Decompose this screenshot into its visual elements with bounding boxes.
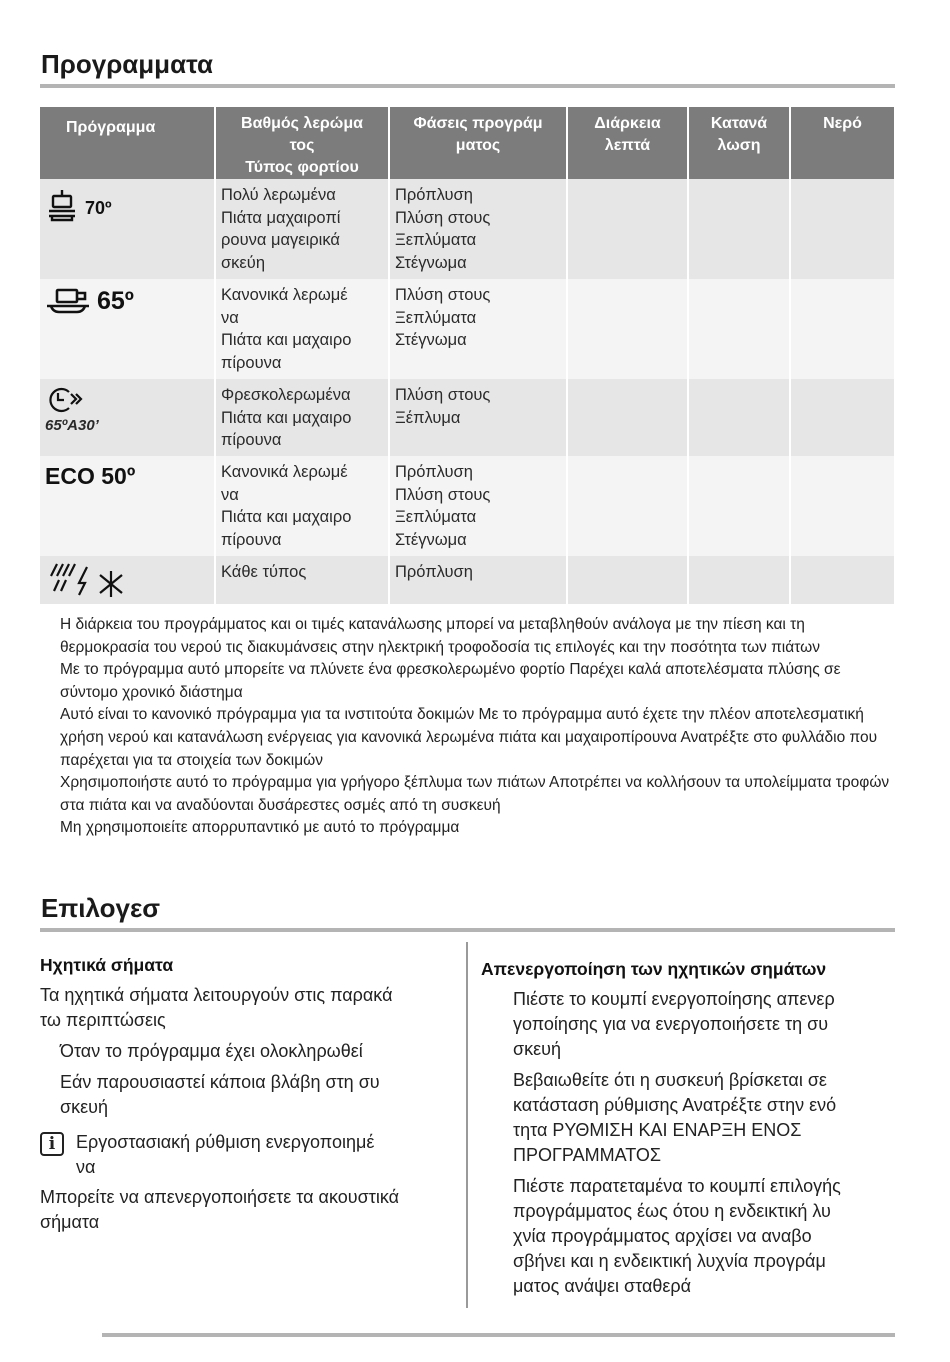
table-footnotes [60, 614, 895, 840]
water-cell [790, 456, 894, 556]
info-icon: i [40, 1132, 64, 1156]
section-title-options: Επιλογεσ [41, 893, 161, 923]
consumption-cell [688, 456, 790, 556]
phases-cell: Πλύση στους Ξέπλυμα [389, 379, 567, 456]
duration-cell [567, 179, 688, 279]
soil-level-cell: Φρεσκολερωμένα Πιάτα και μαχαιρο πίρουνα [215, 379, 389, 456]
right-column [481, 957, 893, 1299]
consumption-cell [688, 179, 790, 279]
consumption-cell [688, 556, 790, 604]
table-row [40, 456, 894, 556]
phases-cell: Πλύση στους Ξεπλύματα Στέγνωμα [389, 279, 567, 379]
phases-cell: Πρόπλυση Πλύση στους Ξεπλύματα Στέγνωμα [389, 456, 567, 556]
programme-temperature: 65ºA30’ [45, 417, 99, 434]
info-text: Εργοστασιακή ρύθμιση ενεργοποιημέ να [76, 1132, 375, 1177]
header-soil-level: Βαθμός λερώμα τος Τύπος φορτίου [215, 107, 389, 179]
table-row [40, 179, 894, 279]
consumption-cell [688, 379, 790, 456]
duration-cell [567, 456, 688, 556]
sound-signals-outro: Μπορείτε να απενεργοποιήσετε τα ακουστικά σήματα [40, 1187, 400, 1232]
programme-cell [40, 456, 215, 556]
footnote: Χρησιμοποιήστε αυτό το πρόγραμμα για γρήγορο ξέπλυμα των πιάτων Αποτρέπει να κολλήσουν τα υπολείμματα τροφών στα πιάτα και να αναδύονται δυσάρεστες οσμές από τη συσκευή [60, 774, 890, 814]
water-cell [790, 556, 894, 604]
deactivate-heading: Απενεργοποίηση των ηχητικών σημάτων [481, 959, 827, 979]
eco-icon: ECO 50º [45, 463, 136, 489]
step-2: Βεβαιωθείτε ότι η συσκευή βρίσκεται σε κατάσταση ρύθμισης Ανατρέξτε στην ενό τητα ΡΥΘΜΙΣΗ ΚΑΙ ΕΝΑΡΞΗ ΕΝΟΣ ΠΡΟΓΡΑΜΜΑΤΟΣ [513, 1070, 837, 1165]
duration-cell [567, 279, 688, 379]
water-cell [790, 379, 894, 456]
header-programme: Πρόγραμμα [40, 107, 215, 179]
list-item: Όταν το πρόγραμμα έχει ολοκληρωθεί [60, 1041, 363, 1061]
programme-cell [40, 179, 215, 279]
soil-level-cell: Κανονικά λερωμέ να Πιάτα και μαχαιρο πίρουνα [215, 456, 389, 556]
table-row [40, 556, 894, 604]
prewash-icon [45, 561, 137, 599]
sound-signals-heading: Ηχητικά σήματα [40, 955, 174, 975]
table-header-row [40, 107, 894, 179]
programme-cell [40, 279, 215, 379]
footnote: Η διάρκεια του προγράμματος και οι τιμές κατανάλωσης μπορεί να μεταβληθούν ανάλογα με την πίεση και τη θερμοκρασία του νερού τις διακυμάνσεις στην ηλεκτρική τροφοδοσία τις επιλογές και την ποσότητα των πιάτων [60, 616, 820, 656]
step-1: Πιέστε το κουμπί ενεργοποίησης απενερ γοποίησης για να ενεργοποιήσετε τη συ σκευή [513, 989, 835, 1059]
section-divider [40, 84, 895, 88]
footnote: Αυτό είναι το κανονικό πρόγραμμα για τα ινστιτούτα δοκιμών Με το πρόγραμμα αυτό έχετε την πλέον αποτελεσματική χρήση νερού και κατανάλωση ενέργειας για κανονικά λερωμένα πιάτα και μαχαιροπίρουνα Ανατρέξτε στο φυλλάδιο που παρέχεται για τα στοιχεία των δοκιμών [60, 706, 878, 769]
programme-cell [40, 379, 215, 456]
soil-level-cell: Κανονικά λερωμέ να Πιάτα και μαχαιρο πίρουνα [215, 279, 389, 379]
phases-cell: Πρόπλυση [389, 556, 567, 604]
normal-65-icon [45, 286, 91, 316]
footnote: Μη χρησιμοποιείτε απορρυπαντικό με αυτό το πρόγραμμα [60, 819, 460, 837]
section-divider [40, 928, 895, 932]
header-consumption: Κατανά λωση [688, 107, 790, 179]
step-3: Πιέστε παρατεταμένα το κουμπί επιλογής προγράμματος έως ότου η ενδεικτική λυ χνία προγράμματος αρχίσει να αναβο σβήνει και η ενδεικτική λυχνία προγράμ ματος ανάψει σταθερά [513, 1176, 841, 1296]
duration-cell [567, 556, 688, 604]
water-cell [790, 279, 894, 379]
header-duration: Διάρκεια λεπτά [567, 107, 688, 179]
list-item: Εάν παρουσιαστεί κάποια βλάβη στη συ σκευή [60, 1072, 380, 1117]
programme-temperature: 70º [85, 197, 112, 218]
quick-30-icon [45, 386, 85, 416]
header-water: Νερό [790, 107, 894, 179]
info-note [40, 1130, 458, 1180]
left-column [40, 953, 458, 1235]
phases-cell: Πρόπλυση Πλύση στους Ξεπλύματα Στέγνωμα [389, 179, 567, 279]
intensive-70-icon [45, 188, 79, 222]
table-row [40, 279, 894, 379]
soil-level-cell: Πολύ λερωμένα Πιάτα μαχαιροπί ρουνα μαγειρικά σκεύη [215, 179, 389, 279]
sound-signals-intro: Τα ηχητικά σήματα λειτουργούν στις παρακά τω περιπτώσεις [40, 985, 393, 1030]
footer-divider [102, 1333, 895, 1337]
section-title-programmes: Προγραμματα [41, 49, 213, 79]
programme-cell [40, 556, 215, 604]
consumption-cell [688, 279, 790, 379]
duration-cell [567, 379, 688, 456]
soil-level-cell: Κάθε τύπος [215, 556, 389, 604]
header-phases: Φάσεις προγράμ ματος [389, 107, 567, 179]
table-row [40, 379, 894, 456]
programme-table [40, 107, 894, 604]
programme-temperature: 65º [97, 286, 134, 315]
water-cell [790, 179, 894, 279]
column-divider [466, 942, 468, 1308]
footnote: Με το πρόγραμμα αυτό μπορείτε να πλύνετε ένα φρεσκολερωμένο φορτίο Παρέχει καλά αποτελέσματα πλύσης σε σύντομο χρονικό διάστημα [60, 661, 841, 701]
